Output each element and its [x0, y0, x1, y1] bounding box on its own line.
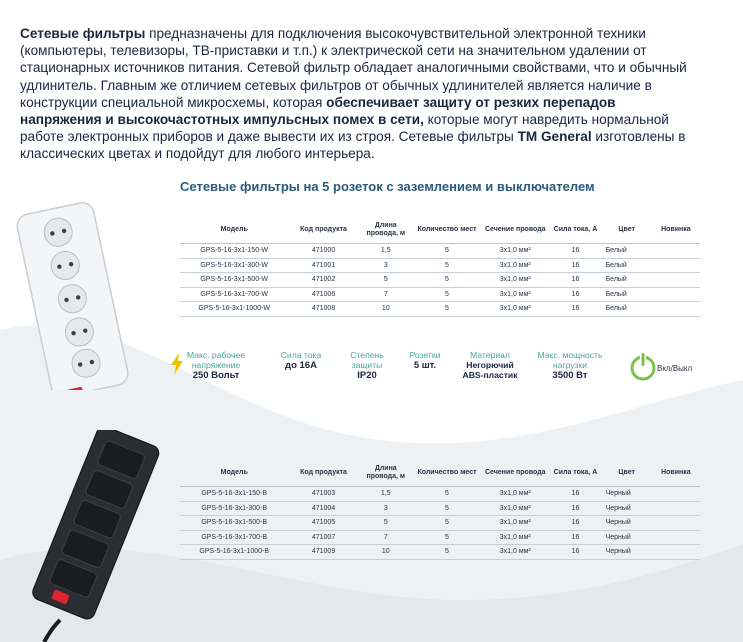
cell-places: 5 — [413, 273, 481, 288]
cell-places: 5 — [413, 530, 481, 545]
intro-text-2: которые могут навредить нормальной работе электронных приборов и даже вывести их из строя. Сетевые фильтры — [20, 112, 669, 145]
cell-model: GPS-5-16-3x1-1000-B — [180, 545, 288, 560]
power-button-icon — [630, 352, 656, 382]
cell-code: 471007 — [288, 530, 358, 545]
cell-model: GPS-5-16-3x1-150-W — [180, 244, 288, 259]
cell-color: Черный — [602, 516, 652, 531]
cell-code: 471006 — [288, 287, 358, 302]
feature-value: 3500 Вт — [552, 370, 588, 381]
cell-length: 7 — [359, 530, 413, 545]
cell-length: 5 — [359, 273, 413, 288]
col-header-section: Сечение провода — [481, 217, 549, 244]
table-row — [180, 530, 700, 545]
cell-new — [652, 516, 700, 531]
cell-new — [652, 487, 700, 502]
feature-label: Розетки — [409, 350, 441, 360]
col-header-color: Цвет — [602, 217, 652, 244]
cell-new — [652, 287, 700, 302]
cell-length: 1,5 — [359, 487, 413, 502]
feature-label: напряжение — [191, 360, 241, 370]
col-header-section: Сечение провода — [481, 460, 549, 487]
cell-code: 471008 — [288, 302, 358, 317]
cell-code: 471004 — [288, 501, 358, 516]
table-row — [180, 501, 700, 516]
intro-text-3: изготовлены в классических цветах и подойдут для любого интерьера. — [20, 129, 686, 162]
cell-places: 5 — [413, 501, 481, 516]
cell-model: GPS-5-16-3x1-150-B — [180, 487, 288, 502]
cell-new — [652, 244, 700, 259]
cell-color: Белый — [602, 244, 652, 259]
col-header-code: Код продукта — [288, 217, 358, 244]
table-row — [180, 302, 700, 317]
table-header-row — [180, 460, 700, 487]
cell-color: Черный — [602, 487, 652, 502]
col-header-model: Модель — [180, 460, 288, 487]
feature-value: 250 Вольт — [192, 370, 240, 381]
cell-section: 3x1,0 мм² — [481, 545, 549, 560]
cell-code: 471009 — [288, 545, 358, 560]
feature-current — [274, 350, 328, 371]
cell-length: 10 — [359, 302, 413, 317]
cell-current: 16 — [549, 501, 601, 516]
table-row — [180, 287, 700, 302]
cell-section: 3x1,0 мм² — [481, 258, 549, 273]
cell-code: 471003 — [288, 487, 358, 502]
lightning-icon — [170, 353, 184, 375]
cell-model: GPS-5-16-3x1-700-W — [180, 287, 288, 302]
section-title: Сетевые фильтры на 5 розеток с заземлением и выключателем — [180, 179, 595, 194]
cell-current: 16 — [549, 516, 601, 531]
table-header-row — [180, 217, 700, 244]
power-switch-label: Вкл/Выкл — [657, 364, 693, 373]
black-power-strip-image — [20, 430, 170, 642]
feature-label: защиты — [351, 360, 383, 370]
intro-text-1: предназначены для подключения высокочувствительной электронной техники (компьютеры, телевизоры, ТВ-приставки и т.п.) к электрической сети на значительном удалении от стационарных источников питания. Сетевой фильтр обладает аналогичными свойствами, что и обычный удлинитель. Главным же отличием сетевых фильтров от обычных удлинителей является наличие в конструкции специальной микросхемы, которая — [20, 26, 687, 110]
cell-code: 471005 — [288, 516, 358, 531]
cell-model: GPS-5-16-3x1-1000-W — [180, 302, 288, 317]
cell-new — [652, 530, 700, 545]
feature-protection — [340, 350, 394, 381]
cell-current: 16 — [549, 258, 601, 273]
feature-label: Макс. рабочее — [186, 350, 246, 360]
cell-model: GPS-5-16-3x1-500-B — [180, 516, 288, 531]
black-models-table — [180, 460, 700, 560]
cell-color: Белый — [602, 273, 652, 288]
cell-model: GPS-5-16-3x1-700-B — [180, 530, 288, 545]
col-header-new: Новинка — [652, 460, 700, 487]
col-header-new: Новинка — [652, 217, 700, 244]
intro-paragraph — [20, 25, 700, 163]
cell-current: 16 — [549, 273, 601, 288]
feature-value: до 16А — [285, 360, 317, 371]
cell-length: 7 — [359, 287, 413, 302]
cell-section: 3x1,0 мм² — [481, 530, 549, 545]
feature-value: ABS-пластик — [462, 370, 518, 380]
table-row — [180, 244, 700, 259]
table-row — [180, 258, 700, 273]
cell-places: 5 — [413, 487, 481, 502]
cell-new — [652, 302, 700, 317]
intro-bold-3: ТМ General — [517, 129, 592, 145]
cell-section: 3x1,0 мм² — [481, 501, 549, 516]
cell-current: 16 — [549, 287, 601, 302]
cell-new — [652, 258, 700, 273]
cell-code: 471000 — [288, 244, 358, 259]
feature-label: Степень — [350, 350, 384, 360]
cell-model: GPS-5-16-3x1-500-W — [180, 273, 288, 288]
cell-places: 5 — [413, 516, 481, 531]
col-header-code: Код продукта — [288, 460, 358, 487]
cell-code: 471002 — [288, 273, 358, 288]
feature-value: Негорючий — [466, 360, 514, 370]
col-header-length: Длина провода, м — [359, 217, 413, 244]
feature-value: IP20 — [357, 370, 377, 381]
cell-current: 16 — [549, 302, 601, 317]
feature-value: 5 шт. — [413, 360, 437, 371]
feature-label: Макс. мощность — [537, 350, 603, 360]
cell-length: 10 — [359, 545, 413, 560]
col-header-model: Модель — [180, 217, 288, 244]
col-header-color: Цвет — [602, 460, 652, 487]
cell-section: 3x1,0 мм² — [481, 273, 549, 288]
cell-section: 3x1,0 мм² — [481, 302, 549, 317]
white-power-strip-image — [14, 190, 174, 390]
cell-places: 5 — [413, 244, 481, 259]
white-models-table — [180, 217, 700, 317]
cell-color: Черный — [602, 530, 652, 545]
feature-material — [458, 350, 522, 380]
cell-new — [652, 273, 700, 288]
cell-places: 5 — [413, 258, 481, 273]
cell-color: Черный — [602, 545, 652, 560]
cell-color: Черный — [602, 501, 652, 516]
cell-places: 5 — [413, 287, 481, 302]
cell-new — [652, 501, 700, 516]
feature-label: Материал — [470, 350, 510, 360]
cell-section: 3x1,0 мм² — [481, 516, 549, 531]
cell-length: 5 — [359, 516, 413, 531]
feature-sockets — [400, 350, 450, 371]
feature-label: Сила тока — [280, 350, 322, 360]
cell-color: Белый — [602, 302, 652, 317]
cell-section: 3x1,0 мм² — [481, 244, 549, 259]
cell-places: 5 — [413, 302, 481, 317]
cell-model: GPS-5-16-3x1-300-W — [180, 258, 288, 273]
cell-section: 3x1,0 мм² — [481, 287, 549, 302]
cell-color: Белый — [602, 287, 652, 302]
cell-current: 16 — [549, 244, 601, 259]
cell-model: GPS-5-16-3x1-300-B — [180, 501, 288, 516]
table-row — [180, 545, 700, 560]
cell-code: 471001 — [288, 258, 358, 273]
col-header-current: Сила тока, А — [549, 217, 601, 244]
features-row — [170, 350, 710, 394]
table-row — [180, 516, 700, 531]
cell-length: 3 — [359, 258, 413, 273]
cell-length: 1,5 — [359, 244, 413, 259]
intro-bold-2: обеспечивает защиту от резких перепадов напряжения и высокочастотных импульсных помех в сети, — [20, 94, 616, 128]
cell-current: 16 — [549, 530, 601, 545]
table-row — [180, 273, 700, 288]
cell-length: 3 — [359, 501, 413, 516]
cell-places: 5 — [413, 545, 481, 560]
feature-label: нагрузки — [552, 360, 588, 370]
col-header-current: Сила тока, А — [549, 460, 601, 487]
feature-voltage — [184, 350, 248, 381]
col-header-length: Длина провода, м — [359, 460, 413, 487]
cell-color: Белый — [602, 258, 652, 273]
cell-current: 16 — [549, 487, 601, 502]
col-header-places: Количество мест — [413, 460, 481, 487]
table-row — [180, 487, 700, 502]
col-header-places: Количество мест — [413, 217, 481, 244]
cell-new — [652, 545, 700, 560]
intro-bold-1: Сетевые фильтры — [20, 26, 146, 41]
feature-power — [530, 350, 610, 381]
cell-current: 16 — [549, 545, 601, 560]
cell-section: 3x1,0 мм² — [481, 487, 549, 502]
